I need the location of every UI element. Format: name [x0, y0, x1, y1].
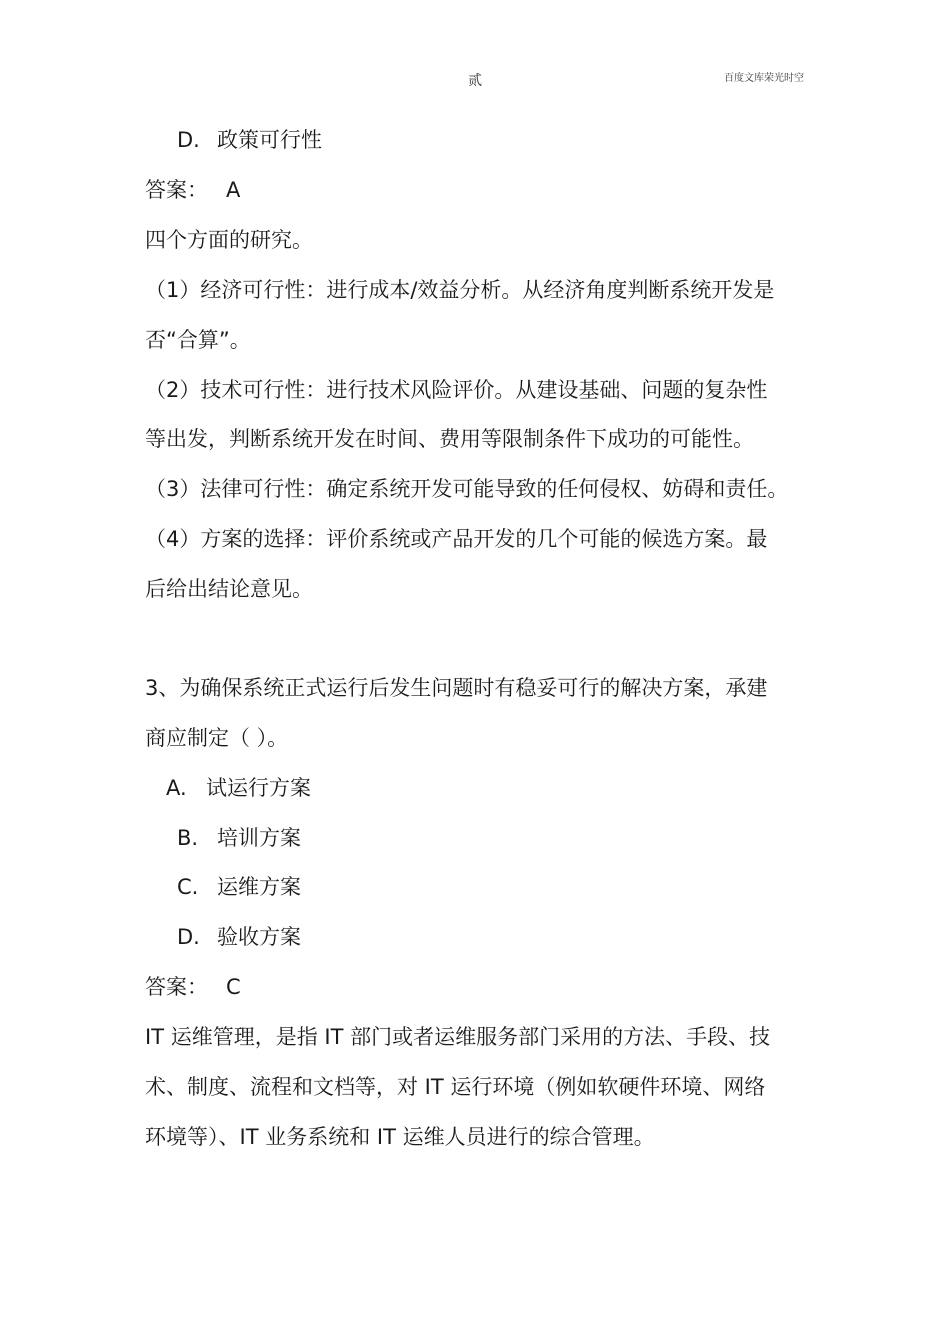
watermark-text: 百度文库荣光时空	[724, 73, 804, 84]
answer-prev	[145, 175, 240, 205]
explanation-line: （4）方案的选择：评价系统或产品开发的几个可能的候选方案。最	[145, 527, 768, 551]
explanation-line: 否“合算”。	[145, 328, 251, 352]
option-text: 试运行方案	[206, 776, 311, 800]
option-a	[166, 773, 311, 803]
option-text: 验收方案	[217, 925, 301, 949]
answer-label: 答案：	[145, 178, 208, 202]
option-letter: D.	[177, 128, 200, 152]
question-stem: 3、为确保系统正式运行后发生问题时有稳妥可行的解决方案，承建	[145, 676, 768, 700]
page-marker: 贰	[468, 73, 482, 89]
explanation-line: 后给出结论意见。	[145, 577, 313, 601]
answer-value: A	[226, 178, 241, 202]
explanation-line: （2）技术可行性：进行技术风险评价。从建设基础、问题的复杂性	[145, 378, 768, 402]
answer-label: 答案：	[145, 975, 208, 999]
answer-q3	[145, 972, 241, 1002]
option-letter: A.	[166, 776, 187, 800]
explanation-line: 四个方面的研究。	[145, 228, 313, 252]
explanation-line: 术、制度、流程和文档等，对 IT 运行环境（例如软硬件环境、网络	[145, 1075, 766, 1099]
option-letter: C.	[177, 875, 199, 899]
explanation-line: 环境等）、IT 业务系统和 IT 运维人员进行的综合管理。	[145, 1125, 655, 1149]
option-c	[177, 872, 301, 902]
explanation-line: （3）法律可行性：确定系统开发可能导致的任何侵权、妨碍和责任。	[145, 477, 789, 501]
option-d-prev	[177, 125, 322, 155]
explanation-line: （1）经济可行性：进行成本/效益分析。从经济角度判断系统开发是	[145, 278, 775, 302]
option-letter: B.	[177, 826, 199, 850]
option-d	[177, 922, 301, 952]
option-text: 运维方案	[217, 875, 301, 899]
question-stem: 商应制定（ ）。	[145, 726, 289, 750]
option-letter: D.	[177, 925, 200, 949]
option-text: 培训方案	[217, 826, 301, 850]
answer-value: C	[226, 975, 241, 999]
explanation-line: 等出发，判断系统开发在时间、费用等限制条件下成功的可能性。	[145, 427, 754, 451]
explanation-line: IT 运维管理，是指 IT 部门或者运维服务部门采用的方法、手段、技	[145, 1025, 771, 1049]
option-b	[177, 823, 301, 853]
option-text: 政策可行性	[217, 128, 322, 152]
